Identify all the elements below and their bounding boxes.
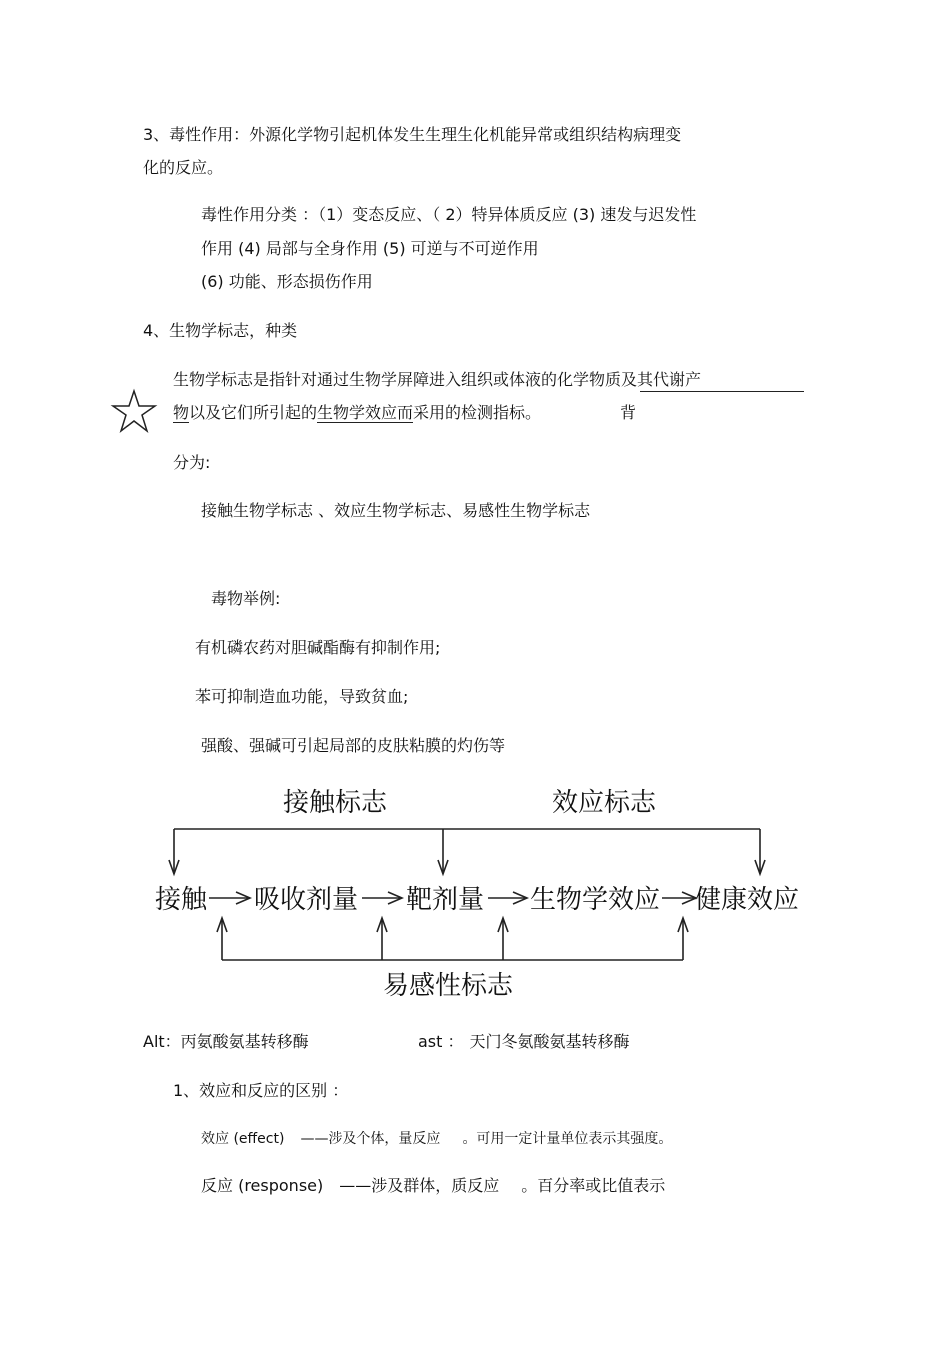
response-term: 反应 (response) [201, 1176, 324, 1195]
biomarker-def-line1: 生物学标志是指针对通过生物学屏障进入组织或体液的化学物质及其代谢产 [173, 370, 702, 389]
stage-biological-effect: 生物学效应 [529, 885, 661, 915]
def-text-end: 采用的检测指标。 [413, 403, 542, 422]
ast-abbr [418, 1031, 630, 1053]
def-text-part: 以及它们所引起的 [189, 403, 318, 422]
divided-label: 分为: [173, 453, 211, 472]
difference-title: 1、效应和反应的区别 ： [173, 1081, 349, 1100]
contact-marker-label: 接触标志 [282, 788, 388, 818]
stage-contact: 接触 [154, 885, 208, 915]
susceptibility-marker-label: 易感性标志 [382, 971, 514, 1001]
ast-value: 天门冬氨酸氨基转移酶 [469, 1032, 630, 1051]
response-tail: 。百分率或比值表示 [521, 1176, 666, 1195]
toxic-class-line1: 毒性作用分类 ：（1）变态反应、（ 2）特异体质反应 (3) 速发与迟发性 [201, 205, 697, 224]
alt-abbr [143, 1031, 309, 1053]
example-item: 有机磷农药对胆碱酯酶有抑制作用; [195, 638, 441, 657]
stage-health-effect: 健康效应 [694, 885, 800, 915]
response-desc: ——涉及群体，质反应 [339, 1176, 500, 1195]
toxic-class-line2: 作用 (4) 局部与全身作用 (5) 可逆与不可逆作用 [201, 239, 539, 258]
stage-target-dose: 靶剂量 [405, 885, 485, 915]
alt-key: Alt： [143, 1032, 181, 1051]
ast-key: ast ： [418, 1032, 464, 1051]
section4-title: 4、生物学标志，种类 [143, 321, 298, 340]
section3-title: 3、毒性作用：外源化学物引起机体发生生理生化机能异常或组织结构病理变 [143, 125, 682, 144]
response-definition [201, 1175, 665, 1197]
biomarker-types: 接触生物学标志 、效应生物学标志、易感性生物学标志 [201, 501, 591, 520]
stage-absorbed-dose: 吸收剂量 [253, 885, 359, 915]
section3-title-cont: 化的反应。 [143, 158, 224, 177]
underlined-phrase: 生物学效应而 [317, 403, 414, 422]
margin-note: 背 [620, 403, 637, 422]
example-item: 强酸、强碱可引起局部的皮肤粘膜的灼伤等 [201, 736, 506, 755]
effect-definition [201, 1128, 672, 1150]
effect-term: 效应 (effect) [201, 1131, 285, 1147]
example-item: 苯可抑制造血功能，导致贫血; [195, 687, 409, 706]
toxic-class-line3: (6) 功能、形态损伤作用 [201, 272, 373, 291]
underlined-word: 物 [173, 403, 190, 422]
effect-tail: 。可用一定计量单位表示其强度。 [462, 1131, 673, 1147]
examples-heading: 毒物举例: [211, 589, 281, 608]
effect-marker-label: 效应标志 [551, 788, 657, 818]
effect-desc: ——涉及个体，量反应 [300, 1131, 441, 1147]
alt-value: 丙氨酸氨基转移酶 [180, 1032, 309, 1051]
